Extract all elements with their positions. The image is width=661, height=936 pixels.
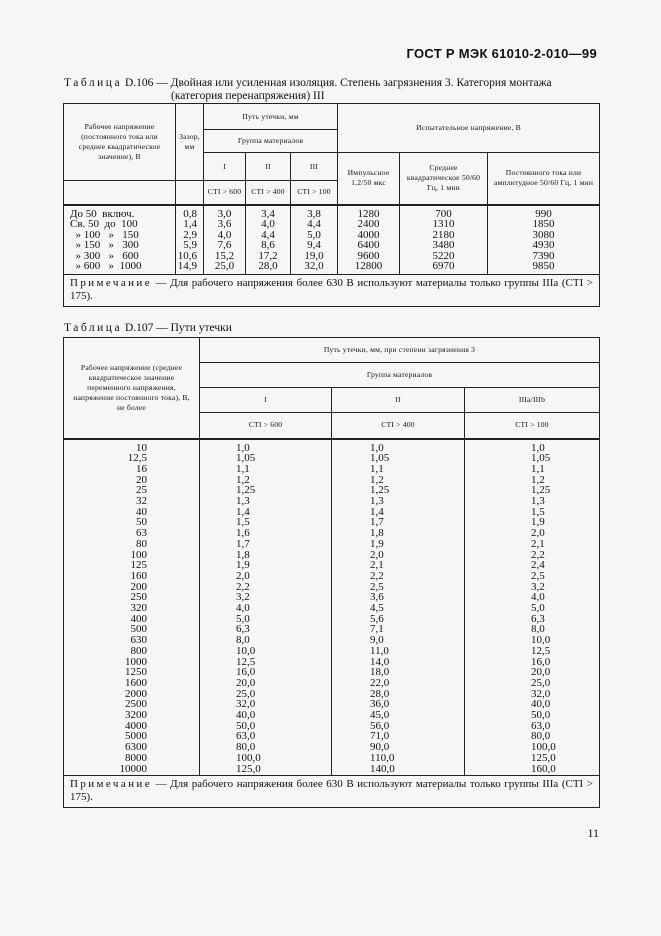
col-voltage (64, 439, 200, 776)
cell: 10000 (119, 762, 147, 775)
cell: 12,5 (127, 452, 147, 465)
cell: 32,0 (236, 698, 256, 711)
cell: 2,0 (370, 548, 384, 561)
cell: 1,25 (370, 484, 390, 497)
cell: 100,0 (236, 751, 261, 764)
cell: 2,9 (183, 228, 197, 241)
cell: 22,0 (370, 676, 390, 689)
cell: 7,1 (370, 623, 384, 636)
cell: 1,0 (531, 441, 545, 454)
cell: 800 (130, 644, 147, 657)
cell: 1310 (432, 218, 455, 231)
cell: 1,8 (370, 527, 384, 540)
cell: 80 (136, 537, 147, 550)
cell: » 100 » 150 (70, 228, 139, 241)
cell: 250 (130, 591, 147, 604)
cell: 2,2 (236, 580, 250, 593)
cell: 5220 (432, 249, 455, 262)
cell: 12,5 (236, 655, 256, 668)
cell: 5,6 (370, 612, 384, 625)
cell: 700 (435, 207, 452, 220)
table-106 (63, 103, 600, 307)
cell: До 50 включ. (70, 207, 135, 220)
header-group-2: II (332, 388, 465, 413)
cell: 6970 (432, 260, 455, 273)
header-working-voltage: Рабочее напряжение (среднее квадратическое значение переменного напряжения, напряжение постоянного тока), В, не более (64, 338, 200, 439)
note-text: — Для рабочего напряжения более 630 В используют материалы только группы IIIа (CTI > 175). (70, 277, 594, 303)
cell: 0,8 (183, 207, 197, 220)
cell: 1600 (125, 676, 147, 689)
cell: 1,4 (370, 505, 384, 518)
cell: 3,0 (217, 207, 232, 220)
cell: 1,5 (531, 505, 545, 518)
header-cti-600: CTI > 600 (204, 181, 246, 205)
cell: 16,0 (236, 666, 256, 679)
cell: 2,2 (370, 569, 384, 582)
cell: 9,4 (307, 239, 321, 252)
col-gap (176, 205, 204, 275)
cell: 56,0 (370, 719, 390, 732)
caption-text-line2: (категория перенапряжения) III (171, 90, 325, 102)
cell: 80,0 (236, 741, 256, 754)
cell: 1,1 (236, 462, 250, 475)
cell: 5,9 (183, 239, 197, 252)
cell: 630 (130, 634, 147, 647)
cell: 2,5 (370, 580, 384, 593)
cell: 4,4 (261, 228, 275, 241)
cell: 1,9 (236, 559, 250, 572)
cell: 2000 (125, 687, 147, 700)
header-group-1: I (204, 153, 246, 181)
cell: 320 (130, 602, 147, 615)
cell: 1,1 (370, 462, 384, 475)
cell: 200 (130, 580, 147, 593)
cell: 50,0 (531, 709, 551, 722)
cell: 1,3 (370, 495, 384, 508)
cell: 25,0 (214, 260, 235, 273)
cell: 1,9 (531, 516, 545, 529)
cell: 1,2 (370, 473, 384, 486)
cell: 12800 (354, 260, 383, 273)
header-working-voltage: Рабочее напряжение (постоянного тока или среднее квадратическое значение), В (64, 104, 176, 181)
cell: 12,5 (531, 644, 551, 657)
cell: 125,0 (236, 762, 261, 775)
cell: » 300 » 600 (70, 249, 139, 262)
cell: 100 (130, 548, 147, 561)
header-impulse: Импульсное 1,2/50 мкс (338, 153, 400, 205)
cell: 6400 (357, 239, 380, 252)
cell: 8,6 (261, 239, 275, 252)
cell: 1,25 (236, 484, 256, 497)
cell: 3,6 (370, 591, 384, 604)
cell: Св. 50 до 100 (70, 218, 138, 231)
cell: 1,05 (531, 452, 551, 465)
cell: 10,0 (531, 634, 551, 647)
table-106-note (64, 275, 600, 307)
cell: 2,0 (236, 569, 250, 582)
cell: 1,5 (236, 516, 250, 529)
caption-label: Таблица (64, 322, 123, 334)
header-cti-600: CTI > 600 (200, 413, 332, 439)
cell: 45,0 (370, 709, 390, 722)
caption-text: D.107 — Пути утечки (124, 322, 232, 334)
cell: 1,05 (236, 452, 256, 465)
cell: 2,5 (531, 569, 545, 582)
cell: 9600 (357, 249, 380, 262)
cell: 63 (136, 527, 147, 540)
cell: 1,8 (236, 548, 250, 561)
cell: 4,5 (370, 602, 384, 615)
cell: 2500 (125, 698, 147, 711)
header-group-3: IIIa/IIIb (465, 388, 600, 413)
header-group-3: III (291, 153, 338, 181)
cell: 4,0 (531, 591, 545, 604)
cell: 1,0 (236, 441, 250, 454)
cell: 14,9 (177, 260, 197, 273)
cell: 32,0 (531, 687, 551, 700)
cell: 1,7 (236, 537, 250, 550)
cell: 19,0 (304, 249, 324, 262)
cell: 6,3 (531, 612, 545, 625)
cell: 1,0 (370, 441, 384, 454)
cell: 1280 (357, 207, 380, 220)
cell: 20 (136, 473, 147, 486)
cell: 7390 (532, 249, 555, 262)
cell: 11,0 (370, 644, 389, 657)
cell: 17,2 (258, 249, 278, 262)
cell: 10 (136, 441, 147, 454)
cell: 16 (136, 462, 147, 475)
cell: 28,0 (258, 260, 278, 273)
cell: 160 (130, 569, 147, 582)
cell: » 600 » 1000 (70, 260, 142, 273)
page-number: 11 (587, 826, 599, 840)
cell: 1,05 (370, 452, 390, 465)
cell: 3080 (532, 228, 555, 241)
cell: 18,0 (370, 666, 390, 679)
cell: 2,1 (370, 559, 384, 572)
cell: 1,4 (236, 505, 250, 518)
cell: 80,0 (531, 730, 551, 743)
cell: 1000 (125, 655, 147, 668)
cell: 4,0 (217, 228, 232, 241)
cell: 140,0 (370, 762, 395, 775)
cell: 1,4 (183, 218, 197, 231)
cell: 32 (136, 495, 147, 508)
cell: 5,0 (236, 612, 250, 625)
header-creepage: Путь утечки, мм, при степени загрязнения 3 (200, 338, 600, 363)
col-group-3 (465, 439, 600, 776)
table-107-caption (64, 322, 232, 335)
cell: 3,4 (261, 207, 275, 220)
header-cti-400: CTI > 400 (246, 181, 291, 205)
cell: 3,8 (307, 207, 321, 220)
cell: 4,0 (261, 218, 275, 231)
cell: 2180 (432, 228, 455, 241)
caption-label: Таблица (64, 77, 123, 89)
cell: 6300 (125, 741, 147, 754)
cell: 1,3 (236, 495, 250, 508)
cell: 32,0 (304, 260, 324, 273)
cell: 50,0 (236, 719, 256, 732)
cell: 25,0 (531, 676, 551, 689)
col-group-1 (204, 205, 246, 275)
cell: 71,0 (370, 730, 390, 743)
col-dc (488, 205, 600, 275)
table-106-caption (64, 77, 584, 103)
cell: 3,2 (236, 591, 250, 604)
cell: 3200 (125, 709, 147, 722)
note-text: — Для рабочего напряжения более 630 В используют материалы только группы IIIа (CTI > 175). (70, 778, 594, 804)
cell: 100,0 (531, 741, 556, 754)
cell: 14,0 (370, 655, 390, 668)
cell: 25,0 (236, 687, 256, 700)
caption-text: D.106 — Двойная или усиленная изоляция. Степень загрязнения 3. Категория монтажа (124, 77, 552, 89)
col-voltage (64, 205, 176, 275)
cell: 40,0 (236, 709, 256, 722)
cell: 90,0 (370, 741, 390, 754)
cell: 1,25 (531, 484, 551, 497)
cell: 1,2 (236, 473, 250, 486)
cell: 4,0 (236, 602, 250, 615)
col-group-2 (246, 205, 291, 275)
cell: 8000 (125, 751, 147, 764)
cell: 3,6 (217, 218, 232, 231)
cell: 20,0 (531, 666, 551, 679)
cell: 1,2 (531, 473, 545, 486)
cell: 2,1 (531, 537, 545, 550)
cell: 25 (136, 484, 147, 497)
cell: 6,3 (236, 623, 250, 636)
col-group-1 (200, 439, 332, 776)
header-dc-peak: Постоянного тока или амплитудное 50/60 Гц, 1 мин (488, 153, 600, 205)
col-impulse (338, 205, 400, 275)
cell: 5,0 (531, 602, 545, 615)
cell: 40,0 (531, 698, 551, 711)
cell: 1850 (532, 218, 555, 231)
cell: 1,3 (531, 495, 545, 508)
header-material-group: Группа материалов (200, 363, 600, 388)
cell: 3,2 (531, 580, 545, 593)
cell: 4930 (532, 239, 555, 252)
cell: 3480 (432, 239, 455, 252)
cell: 4000 (357, 228, 380, 241)
cell: 15,2 (214, 249, 235, 262)
cell: 1,9 (370, 537, 384, 550)
cell: 1250 (125, 666, 147, 679)
note-label: Примечание (70, 277, 152, 290)
table-107-data-row (64, 439, 600, 776)
cell: 4000 (125, 719, 147, 732)
cell: 990 (535, 207, 552, 220)
cell: 8,0 (236, 634, 250, 647)
header-cti-100: CTI > 100 (291, 181, 338, 205)
cell: 7,6 (217, 239, 232, 252)
header-test-voltage: Испытательное напряжение, В (338, 104, 600, 153)
cell: 1,7 (370, 516, 384, 529)
col-group-2 (332, 439, 465, 776)
cell: 5000 (125, 730, 147, 743)
cell: 9,0 (370, 634, 384, 647)
cell: 28,0 (370, 687, 390, 700)
cell: 2400 (357, 218, 380, 231)
header-gap: Зазор, мм (176, 104, 204, 181)
cell: 10,6 (177, 249, 197, 262)
cell: » 150 » 300 (70, 239, 139, 252)
header-group-2: II (246, 153, 291, 181)
header-creepage: Путь утечки, мм (204, 104, 338, 130)
cell: 1,6 (236, 527, 250, 540)
cell: 63,0 (236, 730, 256, 743)
cell: 125,0 (531, 751, 556, 764)
cell: 20,0 (236, 676, 256, 689)
table-107-note (64, 776, 600, 808)
header-rms: Среднее квадратическое 50/60 Гц, 1 мин (400, 153, 488, 205)
col-group-3 (291, 205, 338, 275)
header-cti-400: CTI > 400 (332, 413, 465, 439)
header-cti-100: CTI > 100 (465, 413, 600, 439)
cell: 400 (130, 612, 147, 625)
cell: 63,0 (531, 719, 551, 732)
cell: 1,1 (531, 462, 545, 475)
cell: 2,0 (531, 527, 545, 540)
header-material-group: Группа материалов (204, 130, 338, 153)
document-code: ГОСТ Р МЭК 61010-2-010—99 (406, 46, 597, 61)
cell: 50 (136, 516, 147, 529)
cell: 8,0 (531, 623, 545, 636)
cell: 2,2 (531, 548, 545, 561)
header-group-1: I (200, 388, 332, 413)
cell: 2,4 (531, 559, 545, 572)
cell: 16,0 (531, 655, 551, 668)
cell: 4,4 (307, 218, 321, 231)
cell: 125 (130, 559, 147, 572)
cell: 40 (136, 505, 147, 518)
note-label: Примечание (70, 778, 152, 791)
cell: 160,0 (531, 762, 556, 775)
col-rms (400, 205, 488, 275)
cell: 110,0 (370, 751, 395, 764)
table-107 (63, 337, 600, 808)
table-106-data-row (64, 205, 600, 275)
cell: 36,0 (370, 698, 390, 711)
cell: 500 (130, 623, 147, 636)
cell: 10,0 (236, 644, 256, 657)
cell: 9850 (532, 260, 555, 273)
cell: 5,0 (307, 228, 321, 241)
